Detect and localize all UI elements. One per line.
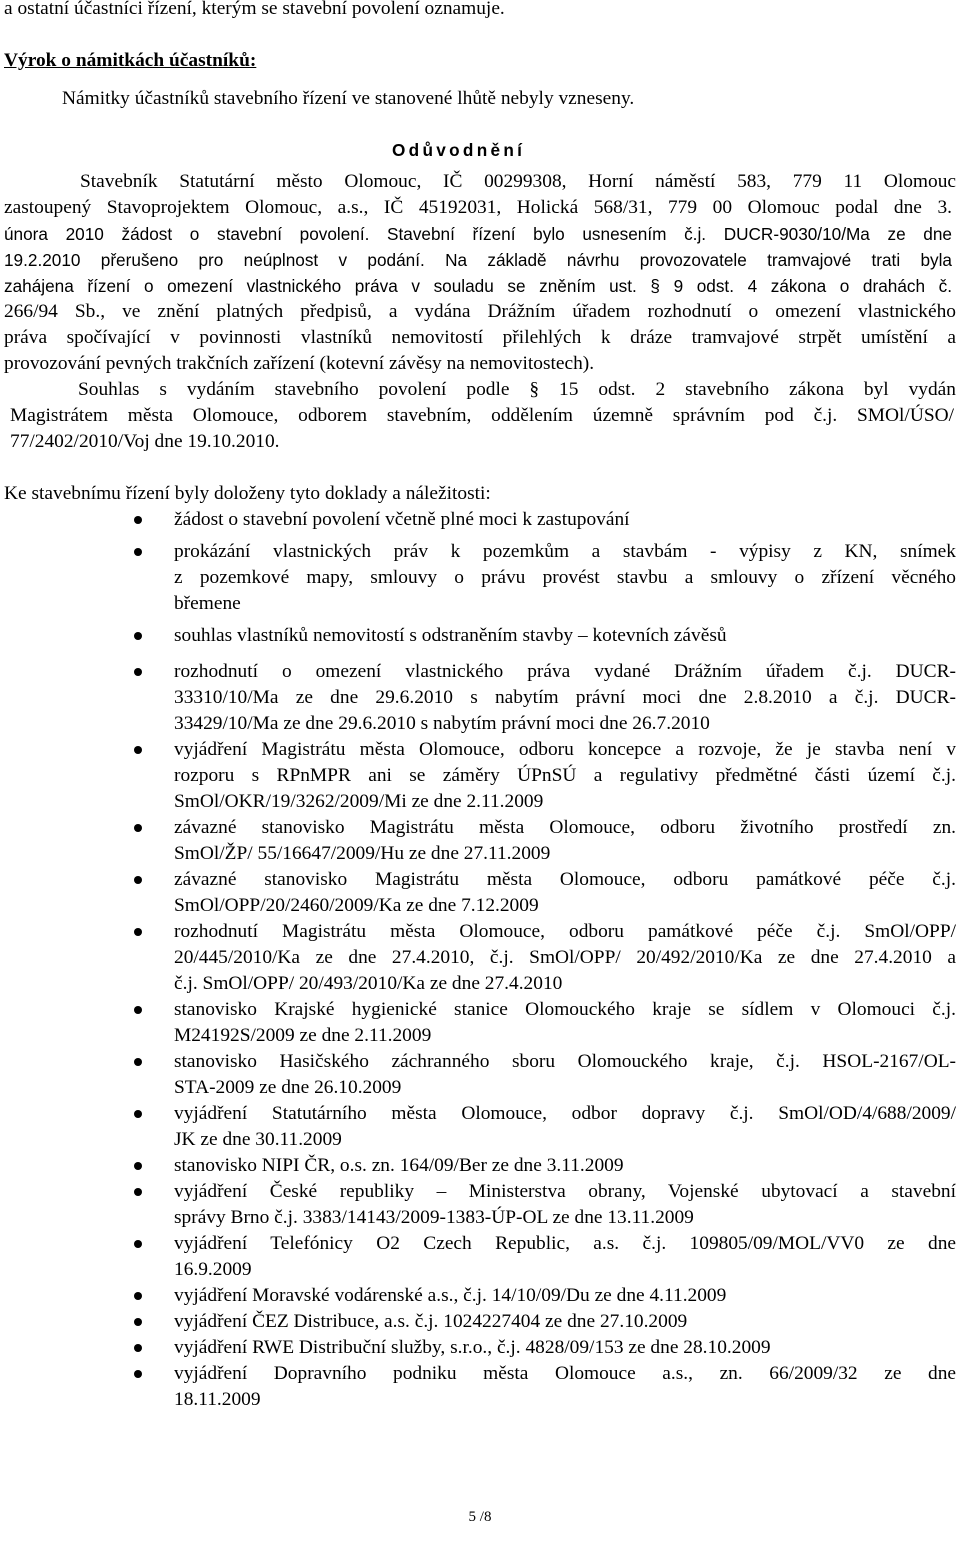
paragraph-line: zahájena řízení o omezení vlastnického práva v souladu se zněním ust. § 9 odst. 4 zákona o drahách č. <box>4 276 952 296</box>
paragraph-line: Stavebník Statutární město Olomouc, IČ 00299308, Horní náměstí 583, 779 11 Olomouc <box>80 171 956 192</box>
list-item: prokázání vlastnických práv k pozemkům a stavbám - výpisy z KN, snímek <box>174 541 956 562</box>
preceding-text-line: a ostatní účastníci řízení, kterým se stavební povolení oznamuje. <box>4 0 505 19</box>
list-item: vyjádření Telefónicy O2 Czech Republic, a.s. č.j. 109805/09/MOL/VV0 ze dne <box>174 1233 956 1254</box>
list-item-continuation: 16.9.2009 <box>174 1259 252 1280</box>
bullet-icon <box>134 1292 142 1300</box>
list-item: vyjádření ČEZ Distribuce, a.s. č.j. 1024227404 ze dne 27.10.2009 <box>174 1311 688 1332</box>
list-item-continuation: STA-2009 ze dne 26.10.2009 <box>174 1077 402 1098</box>
list-item: vyjádření Moravské vodárenské a.s., č.j. 14/10/09/Du ze dne 4.11.2009 <box>174 1285 727 1306</box>
list-item-continuation: správy Brno č.j. 3383/14143/2009-1383-ÚP-OL ze dne 13.11.2009 <box>174 1207 694 1228</box>
list-item: závazné stanovisko Magistrátu města Olomouce, odboru památkové péče č.j. <box>174 869 956 890</box>
list-item-continuation: M24192S/2009 ze dne 2.11.2009 <box>174 1025 432 1046</box>
list-item-continuation: 20/445/2010/Ka ze dne 27.4.2010, č.j. SmOl/OPP/ 20/492/2010/Ka ze dne 27.4.2010 a <box>174 947 956 968</box>
list-item: rozhodnutí o omezení vlastnického práva vydané Drážním úřadem č.j. DUCR- <box>174 661 956 682</box>
list-item: žádost o stavební povolení včetně plné moci k zastupování <box>174 509 630 530</box>
page-number: 5 /8 <box>468 1509 492 1525</box>
bullet-icon <box>134 1240 142 1248</box>
bullet-icon <box>134 928 142 936</box>
bullet-icon <box>134 1162 142 1170</box>
list-item: stanovisko Krajské hygienické stanice Olomouckého kraje se sídlem v Olomouci č.j. <box>174 999 956 1020</box>
doklady-intro: Ke stavebnímu řízení byly doloženy tyto doklady a náležitosti: <box>4 483 491 504</box>
bullet-icon <box>134 1344 142 1352</box>
list-item: rozhodnutí Magistrátu města Olomouce, odboru památkové péče č.j. SmOl/OPP/ <box>174 921 956 942</box>
list-item: vyjádření Dopravního podniku města Olomouce a.s., zn. 66/2009/32 ze dne <box>174 1363 956 1384</box>
bullet-icon <box>134 1006 142 1014</box>
list-item-continuation: rozporu s RPnMPR ani se záměry ÚPnSÚ a regulativy předmětné části území č.j. <box>174 765 956 786</box>
bullet-icon <box>134 668 142 676</box>
paragraph-line: 19.2.2010 přerušeno pro neúplnost v podání. Na základě návrhu provozovatele tramvajové trati byla <box>4 250 952 270</box>
bullet-icon <box>134 632 142 640</box>
paragraph-line: Souhlas s vydáním stavebního povolení podle § 15 odst. 2 stavebního zákona byl vydán <box>78 379 956 400</box>
list-item: souhlas vlastníků nemovitostí s odstraněním stavby – kotevních závěsů <box>174 625 727 646</box>
paragraph-line: 77/2402/2010/Voj dne 19.10.2010. <box>10 431 280 452</box>
vyrok-heading: Výrok o námitkách účastníků: <box>4 50 257 71</box>
list-item: vyjádření Magistrátu města Olomouce, odboru koncepce a rozvoje, že je stavba není v <box>174 739 956 760</box>
list-item-continuation: JK ze dne 30.11.2009 <box>174 1129 342 1150</box>
list-item-continuation: 33429/10/Ma ze dne 29.6.2010 s nabytím právní moci dne 26.7.2010 <box>174 713 710 734</box>
list-item: vyjádření České republiky – Ministerstva obrany, Vojenské ubytovací a stavební <box>174 1181 956 1202</box>
list-item-continuation: SmOl/ŽP/ 55/16647/2009/Hu ze dne 27.11.2009 <box>174 843 551 864</box>
list-item-continuation: břemene <box>174 593 241 614</box>
paragraph-line: provozování pevných trakčních zařízení (kotevní závěsy na nemovitostech). <box>4 353 595 374</box>
list-item: závazné stanovisko Magistrátu města Olomouce, odboru životního prostředí zn. <box>174 817 956 838</box>
list-item: stanovisko Hasičského záchranného sboru Olomouckého kraje, č.j. HSOL-2167/OL- <box>174 1051 956 1072</box>
paragraph-line: Magistrátem města Olomouce, odborem stavebním, oddělením územně správním pod č.j. SMOl/ÚSO/ <box>10 405 954 426</box>
oduvodneni-heading: Odůvodnění <box>392 140 526 160</box>
paragraph-line: zastoupený Stavoprojektem Olomouc, a.s., IČ 45192031, Holická 568/31, 779 00 Olomouc podal dne 3. <box>4 197 952 218</box>
vyrok-text: Námitky účastníků stavebního řízení ve stanovené lhůtě nebyly vzneseny. <box>62 88 635 109</box>
bullet-icon <box>134 1318 142 1326</box>
list-item: stanovisko NIPI ČR, o.s. zn. 164/09/Ber ze dne 3.11.2009 <box>174 1155 624 1176</box>
bullet-icon <box>134 1188 142 1196</box>
list-item: vyjádření Statutárního města Olomouce, odbor dopravy č.j. SmOl/OD/4/688/2009/ <box>174 1103 956 1124</box>
bullet-icon <box>134 1058 142 1066</box>
list-item: vyjádření RWE Distribuční služby, s.r.o., č.j. 4828/09/153 ze dne 28.10.2009 <box>174 1337 771 1358</box>
bullet-icon <box>134 516 142 524</box>
bullet-icon <box>134 1110 142 1118</box>
bullet-icon <box>134 746 142 754</box>
paragraph-line: práva spočívající v povinnosti vlastníků nemovitostí přilehlých k dráze tramvajové strpět umístění a <box>4 327 956 348</box>
bullet-icon <box>134 1370 142 1378</box>
bullet-icon <box>134 548 142 556</box>
bullet-icon <box>134 824 142 832</box>
list-item-continuation: SmOl/OPP/20/2460/2009/Ka ze dne 7.12.2009 <box>174 895 539 916</box>
list-item-continuation: č.j. SmOl/OPP/ 20/493/2010/Ka ze dne 27.4.2010 <box>174 973 563 994</box>
paragraph-line: 266/94 Sb., ve znění platných předpisů, a vydána Drážním úřadem rozhodnutí o omezení vlastnického <box>4 301 956 322</box>
list-item-continuation: z pozemkové mapy, smlouvy o právu provést stavbu a smlouvy o zřízení věcného <box>174 567 956 588</box>
list-item-continuation: SmOl/OKR/19/3262/2009/Mi ze dne 2.11.2009 <box>174 791 544 812</box>
list-item-continuation: 18.11.2009 <box>174 1389 261 1410</box>
bullet-icon <box>134 876 142 884</box>
list-item-continuation: 33310/10/Ma ze dne 29.6.2010 s nabytím právní moci dne 2.8.2010 a č.j. DUCR- <box>174 687 956 708</box>
paragraph-line: února 2010 žádost o stavební povolení. Stavební řízení bylo usnesením č.j. DUCR-9030/10/Ma ze dne <box>4 224 952 244</box>
